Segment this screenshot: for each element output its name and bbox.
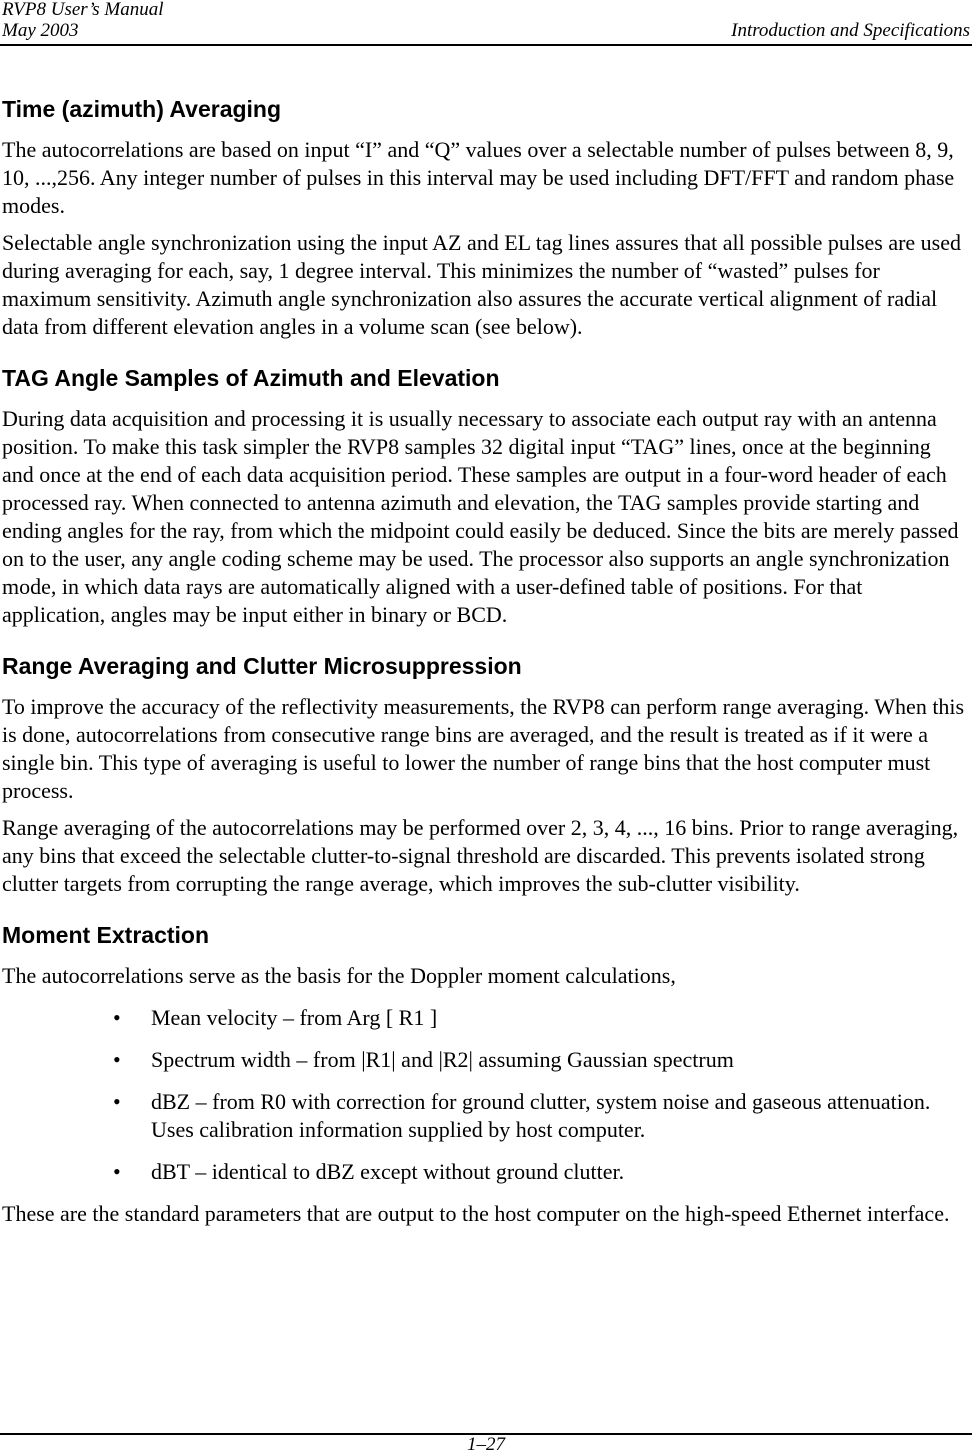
section-tag-samples xyxy=(2,363,967,629)
section-heading: Time (azimuth) Averaging xyxy=(2,96,282,122)
bullet-icon: • xyxy=(113,1089,121,1114)
page-number: 1–27 xyxy=(467,1434,505,1455)
list-item xyxy=(2,1088,967,1144)
list-item-text: dBT – identical to dBZ except without ground clutter. xyxy=(151,1159,625,1184)
list-item xyxy=(2,1158,967,1186)
page-body xyxy=(2,94,967,1250)
bullet-icon: • xyxy=(113,1005,121,1030)
manual-title: RVP8 User’s Manual xyxy=(2,0,164,20)
manual-date: May 2003 xyxy=(2,20,79,41)
paragraph: Selectable angle synchronization using the input AZ and EL tag lines assures that all possible pulses are used during averaging for each, say, 1 degree interval. This minimizes the number of “wasted” pulses for maximum sensitivity. Azimuth angle synchronization also assures the accurate vertical alignment of radial data from different elevation angles in a volume scan (see below). xyxy=(2,230,962,339)
list-item-text: Mean velocity – from Arg [ R1 ] xyxy=(151,1005,438,1030)
paragraph: Range averaging of the autocorrelations may be performed over 2, 3, 4, ..., 16 bins. Prior to range averaging, any bins that exceed the selectable clutter-to-signal threshold are discarded. This prevents isolated strong clutter targets from corrupting the range average, which improves the sub-clutter visibility. xyxy=(2,815,959,896)
page-header xyxy=(0,0,972,46)
list-item-text: Spectrum width – from |R1| and |R2| assuming Gaussian spectrum xyxy=(151,1047,734,1072)
paragraph: To improve the accuracy of the reflectivity measurements, the RVP8 can perform range averaging. When this is done, autocorrelations from consecutive range bins are averaged, and the result is treated as if it were a single bin. This type of averaging is useful to lower the number of range bins that the host computer must process. xyxy=(2,694,965,803)
paragraph: These are the standard parameters that are output to the host computer on the high-speed Ethernet interface. xyxy=(2,1201,950,1226)
list-item xyxy=(2,1004,967,1032)
paragraph: The autocorrelations serve as the basis for the Doppler moment calculations, xyxy=(2,963,676,988)
list-item-text: dBZ – from R0 with correction for ground clutter, system noise and gaseous attenuation. Uses calibration information supplied by host computer. xyxy=(151,1089,931,1142)
bullet-icon: • xyxy=(113,1047,121,1072)
list-item xyxy=(2,1046,967,1074)
section-heading: TAG Angle Samples of Azimuth and Elevation xyxy=(2,365,500,391)
section-time-averaging xyxy=(2,94,967,341)
paragraph: During data acquisition and processing it is usually necessary to associate each output ray with an antenna position. To make this task simpler the RVP8 samples 32 digital input “TAG” lines, once at the beginning and once at the end of each data acquisition period. These samples are output in a four-word header of each processed ray. When connected to antenna azimuth and elevation, the TAG samples provide starting and ending angles for the ray, from which the midpoint could easily be deduced. Since the bits are merely passed on to the user, any angle coding scheme may be used. The processor also supports an angle synchronization mode, in which data rays are automatically aligned with a user-defined table of positions. For that application, angles may be input either in binary or BCD. xyxy=(2,406,959,627)
chapter-title: Introduction and Specifications xyxy=(731,20,970,41)
section-heading: Range Averaging and Clutter Microsuppression xyxy=(2,653,522,679)
moment-list xyxy=(2,1004,967,1186)
section-moment-extraction xyxy=(2,920,967,1228)
section-range-averaging xyxy=(2,651,967,898)
header-left xyxy=(2,0,164,42)
section-heading: Moment Extraction xyxy=(2,922,210,948)
paragraph: The autocorrelations are based on input “I” and “Q” values over a selectable number of pulses between 8, 9, 10, ...,256. Any integer number of pulses in this interval may be used including DFT/FFT and random phase modes. xyxy=(2,137,955,218)
bullet-icon: • xyxy=(113,1159,121,1184)
